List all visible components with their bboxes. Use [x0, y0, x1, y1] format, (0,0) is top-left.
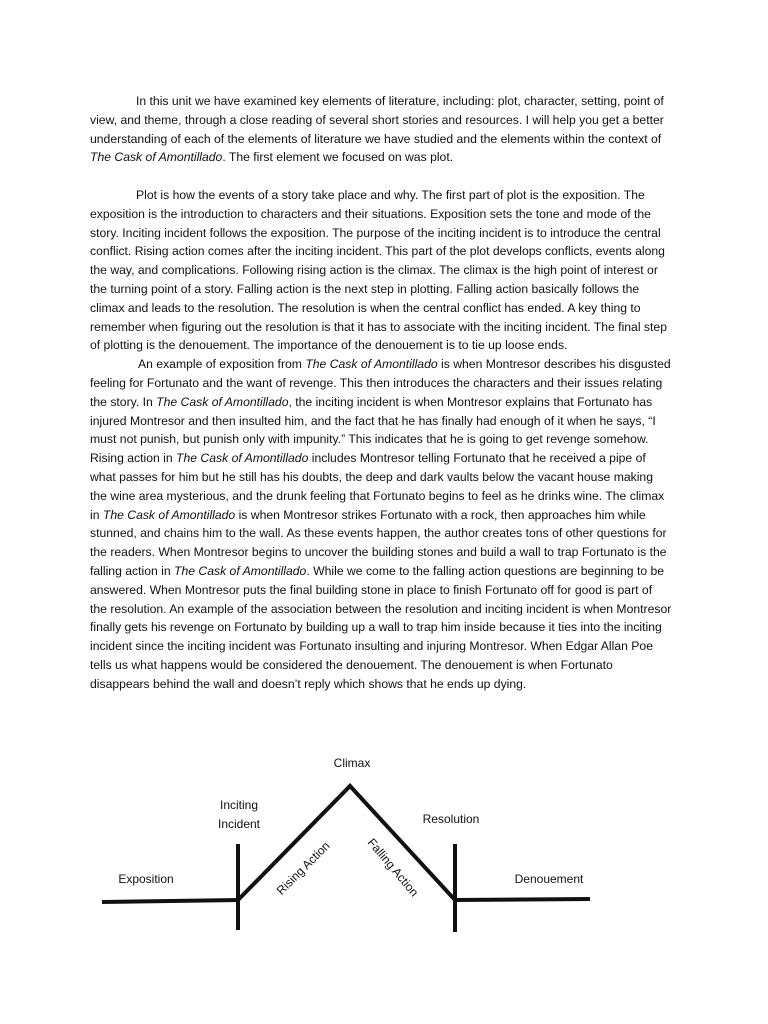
text-segment: is when Montresor strikes Fortunato with a rock, then approaches him while stunned, and chains him to the wall. As these events happen, the author creates tons of other questions for the readers. When Montresor begins to uncover the building stones and build a wall to trap Fortunato is the falling action in: [90, 507, 667, 578]
denouement-line: [455, 899, 588, 900]
text-segment: is when Montresor describes his disgusted feeling for Fortunato and the want of revenge. This then introduces the characters and their issues relating the story. In: [90, 357, 671, 409]
inciting-incident-label-line2: Incident: [217, 817, 261, 831]
title-italic: The Cask of Amontillado: [102, 507, 236, 522]
title-italic: The Cask of Amontillado: [90, 150, 223, 165]
paragraph-intro: [90, 92, 672, 167]
denouement-label: Denouement: [514, 872, 584, 886]
paragraph-plot-definition: [90, 186, 672, 355]
climax-label: Climax: [333, 756, 371, 770]
resolution-label: Resolution: [422, 812, 480, 826]
text-segment: An example of exposition from: [138, 357, 306, 372]
text-segment: , the inciting incident is when Montresor explains that Fortunato has injured Montresor and then insulted him, and the fact that he has finally had enough of it when he says, “I must not punish, but punish only with impunity.” This indicates that he is going to get revenge somehow. Rising action in: [90, 394, 656, 466]
inciting-incident-label-line1: Inciting: [219, 798, 259, 812]
exposition-line: [104, 900, 238, 902]
rising-action-label: Rising Action: [273, 838, 333, 898]
title-italic: The Cask of Amontillado: [174, 563, 307, 578]
paragraph-examples: [90, 355, 672, 693]
exposition-label: Exposition: [118, 872, 174, 886]
text-segment: In this unit we have examined key elements of literature, including: plot, character, setting, point of view, and theme, through a close reading of several short stories and resources. I will help you get a better understanding of each of the elements of literature we have studied and the elements within the context of: [90, 94, 664, 146]
text-segment: includes Montresor telling Fortunato that he received a pipe of what passes for him but he still has his doubts, the deep and dark vaults below the vacant house making the wine area mysterious, and the drunk feeling that Fortunato begins to feel as he drinks wine. The climax in: [90, 451, 665, 522]
text-segment: . The first element we focused on was plot.: [222, 150, 454, 165]
text-segment: Plot is how the events of a story take place and why. The first part of plot is the exposition. The exposition is the introduction to characters and their situations. Exposition sets the tone and mode of the story. Inciting incident follows the exposition. The purpose of the inciting incident is to introduce the central conflict. Rising action comes after the inciting incident. This part of the plot develops conflicts, events along the way, and complications. Following rising action is the climax. The climax is the high point of interest or the turning point of a story. Falling action is the next step in plotting. Falling action basically follows the climax and leads to the resolution. The resolution is when the central conflict has ended. A key thing to remember when figuring out the resolution is that it has to associate with the inciting incident. The final step of plotting is the denouement. The importance of the denouement is to tie up loose ends.: [90, 187, 667, 353]
title-italic: The Cask of Amontillado: [305, 357, 438, 372]
essay-body: [90, 92, 672, 694]
plot-diagram: [0, 740, 768, 970]
title-italic: The Cask of Amontillado: [156, 394, 289, 409]
falling-action-label: Falling Action: [364, 835, 422, 900]
title-italic: The Cask of Amontillado: [176, 451, 309, 466]
text-segment: . While we come to the falling action questions are beginning to be answered. When Montresor puts the final building stone in place to finish Fortunato off for good is part of the resolution. An example of the association between the resolution and inciting incident is when Montresor finally gets his revenge on Fortunato by building up a wall to trap him inside because it ties into the inciting incident since the inciting incident was Fortunato insulting and injuring Montresor. When Edgar Allan Poe tells us what happens would be considered the denouement. The denouement is when Fortunato disappears behind the wall and doesn’t reply which shows that he ends up dying.: [90, 563, 672, 691]
